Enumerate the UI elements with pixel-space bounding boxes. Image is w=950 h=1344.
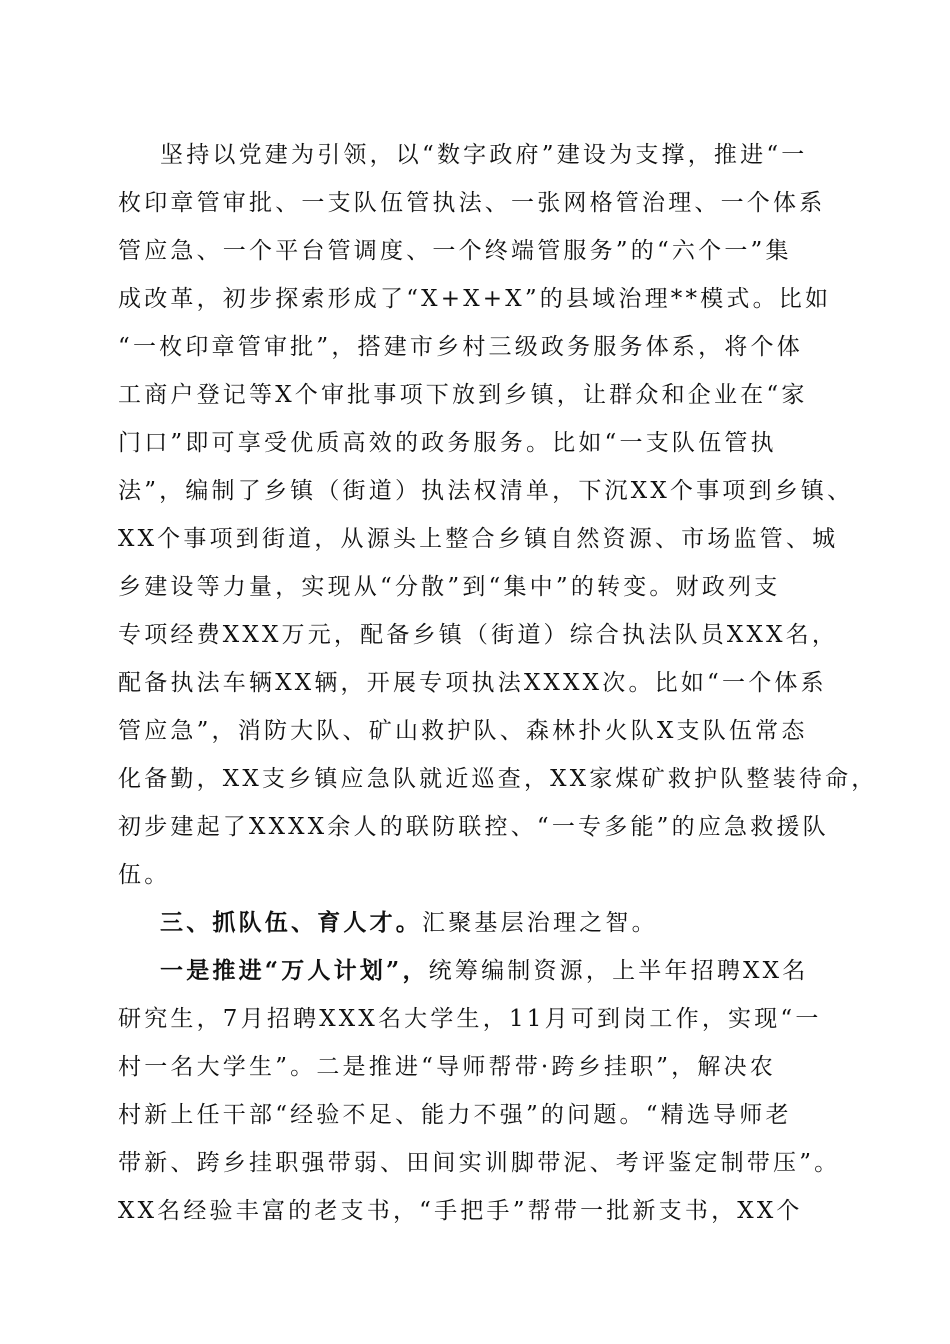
paragraph-1-line: 伍。 <box>118 862 171 888</box>
paragraph-1-line: 管应急、一个平台管调度、一个终端管服务”的“六个一”集 <box>118 238 792 264</box>
paragraph-1-line: 专项经费XXX万元，配备乡镇（街道）综合执法队员XXX名， <box>118 622 839 648</box>
paragraph-1-line: 坚持以党建为引领，以“数字政府”建设为支撑，推进“一 <box>160 142 808 168</box>
paragraph-1-line: 工商户登记等X个审批事项下放到乡镇，让群众和企业在“家 <box>118 382 808 408</box>
paragraph-1-line: 乡建设等力量，实现从“分散”到“集中”的转变。财政列支 <box>118 574 781 600</box>
paragraph-2-line: 村一名大学生”。二是推进“导师帮带·跨乡挂职”，解决农 <box>118 1054 776 1080</box>
paragraph-1-line: 门口”即可享受优质高效的政务服务。比如“一支队伍管执 <box>118 430 777 456</box>
paragraph-1-line: 配备执法车辆XX辆，开展专项执法XXXX次。比如“一个体系 <box>118 670 827 696</box>
paragraph-1-line: 管应急”，消防大队、矿山救护队、森林扑火队X支队伍常态 <box>118 718 808 744</box>
section-heading <box>160 908 658 938</box>
paragraph-1-line: 成改革，初步探索形成了“X+X+X”的县域治理**模式。比如 <box>118 286 832 312</box>
paragraph-1-line: 化备勤，XX支乡镇应急队就近巡查，XX家煤矿救护队整装待命， <box>118 766 878 792</box>
paragraph-2-line: 研究生，7月招聘XXX名大学生，11月可到岗工作，实现“一 <box>118 1006 822 1032</box>
paragraph-2-lead: 一是推进“万人计划”， <box>160 957 429 984</box>
section-heading-title: 三、抓队伍、育人才。 <box>160 910 422 936</box>
paragraph-1-line: 初步建起了XXXX余人的联防联控、“一专多能”的应急救援队 <box>118 814 829 840</box>
paragraph-2-first-line-rest: 统筹编制资源，上半年招聘XX名 <box>428 958 809 984</box>
paragraph-2-line: 带新、跨乡挂职强带弱、田间实训脚带泥、考评鉴定制带压”。 <box>118 1150 841 1176</box>
paragraph-2-first-line <box>160 956 808 986</box>
paragraph-1-line: 法”，编制了乡镇（街道）执法权清单，下沉XX个事项到乡镇、 <box>118 478 854 504</box>
section-heading-subtitle: 汇聚基层治理之智。 <box>422 910 658 936</box>
paragraph-1-line: “一枚印章管审批”，搭建市乡村三级政务服务体系，将个体 <box>118 334 803 360</box>
paragraph-2-line: 村新上任干部“经验不足、能力不强”的问题。“精选导师老 <box>118 1102 792 1128</box>
paragraph-1-line: 枚印章管审批、一支队伍管执法、一张网格管治理、一个体系 <box>118 190 826 216</box>
paragraph-2-line: XX名经验丰富的老支书，“手把手”帮带一批新支书，XX个 <box>118 1198 803 1224</box>
paragraph-1-line: XX个事项到街道，从源头上整合乡镇自然资源、市场监管、城 <box>118 526 839 552</box>
